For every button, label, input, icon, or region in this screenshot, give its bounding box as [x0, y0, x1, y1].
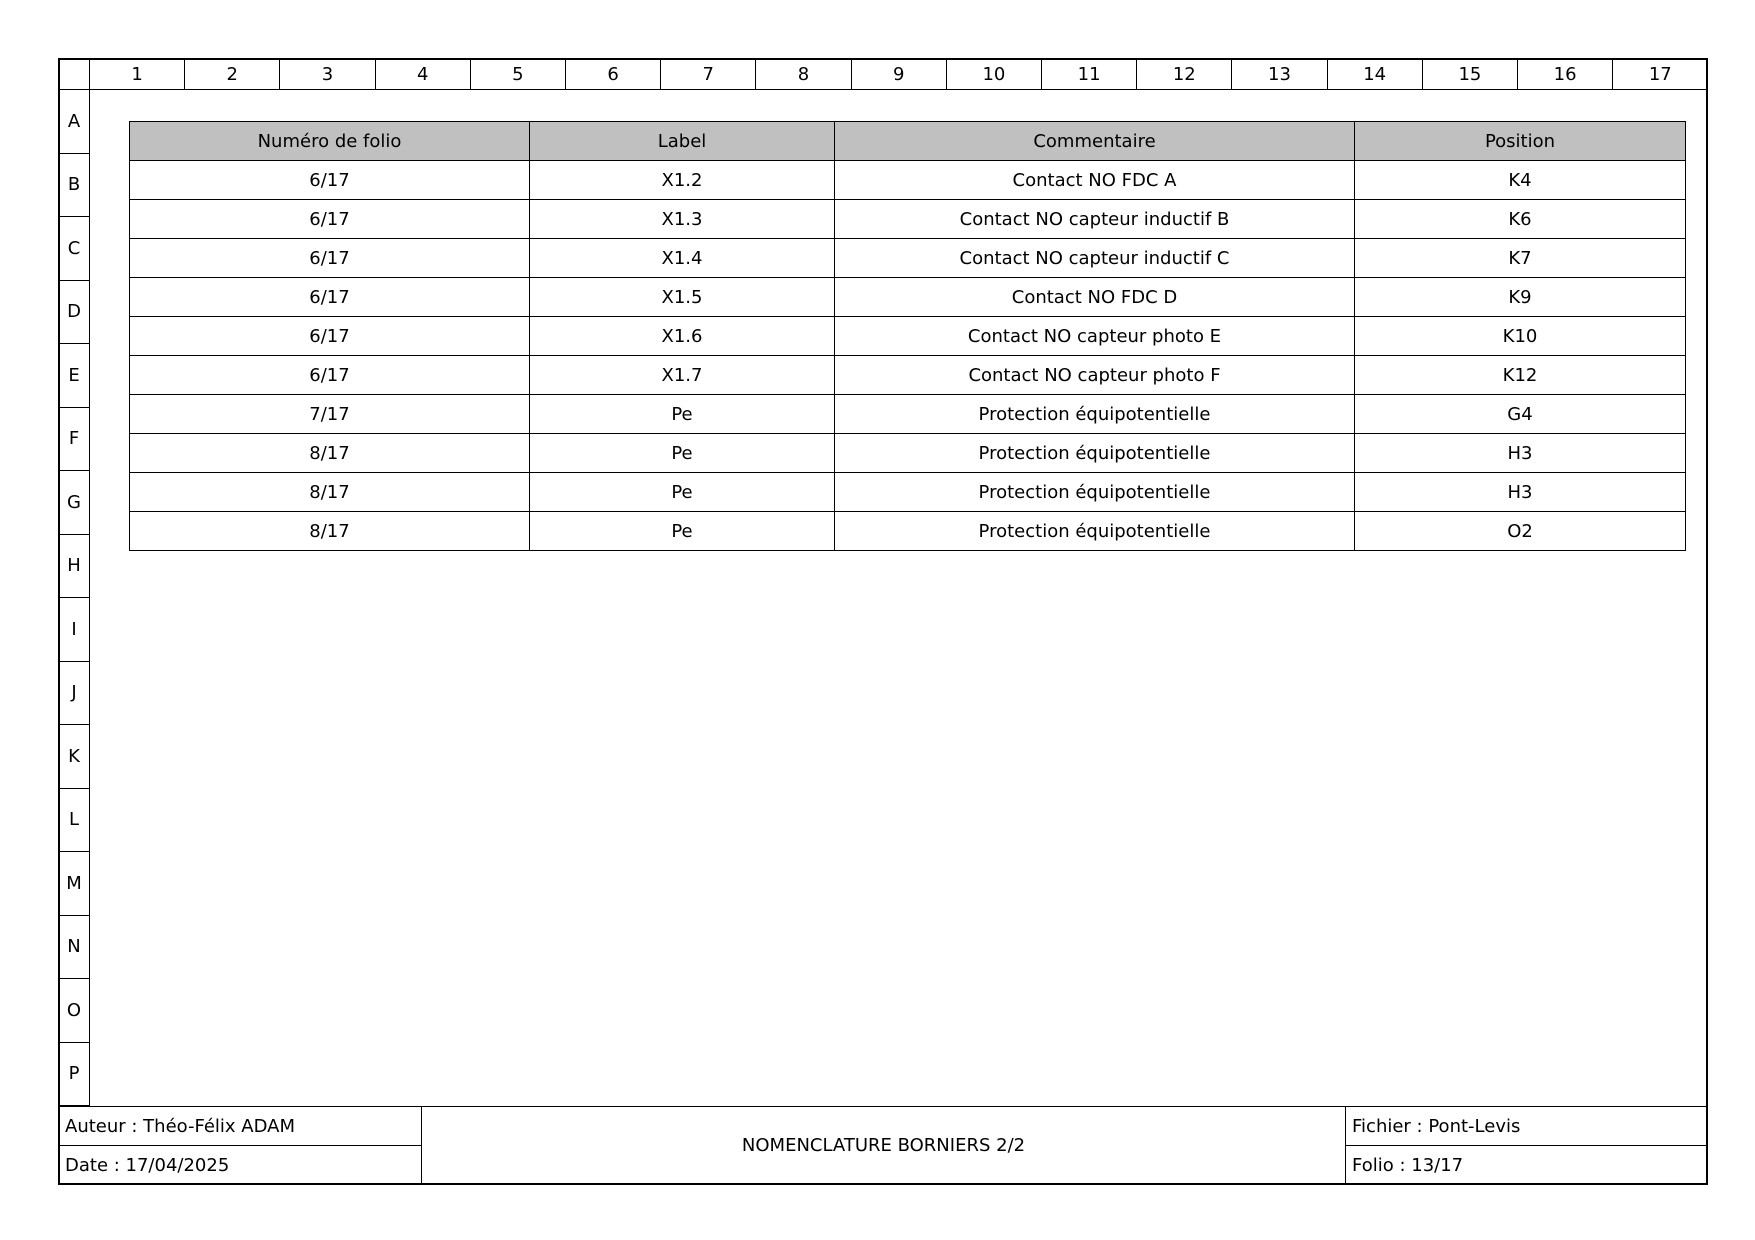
column-marker: 14: [1327, 58, 1423, 90]
ruler-corner: [58, 58, 90, 90]
column-marker: 10: [946, 58, 1042, 90]
column-marker: 9: [851, 58, 947, 90]
cell-label: Pe: [530, 512, 835, 551]
row-marker: A: [58, 89, 90, 154]
column-marker: 6: [565, 58, 661, 90]
column-marker: 11: [1041, 58, 1137, 90]
row-marker: I: [58, 597, 90, 662]
cell-label: X1.5: [530, 278, 835, 317]
row-marker: H: [58, 534, 90, 599]
row-marker: B: [58, 153, 90, 218]
cell-comment: Contact NO capteur inductif B: [835, 200, 1355, 239]
folio-cell: [1345, 1145, 1708, 1185]
column-marker: 4: [375, 58, 471, 90]
column-marker: 8: [755, 58, 851, 90]
column-marker: 5: [470, 58, 566, 90]
row-marker: K: [58, 724, 90, 789]
table-row: [130, 512, 1686, 551]
cell-folio-number: 7/17: [130, 395, 530, 434]
cell-folio-number: 8/17: [130, 512, 530, 551]
column-marker: 1: [89, 58, 185, 90]
table-row: [130, 200, 1686, 239]
cell-comment: Protection équipotentielle: [835, 395, 1355, 434]
cell-folio-number: 6/17: [130, 239, 530, 278]
date-label: Date :: [65, 1154, 126, 1176]
table-row: [130, 473, 1686, 512]
folio-label: Folio :: [1352, 1154, 1412, 1176]
folio-value: 13/17: [1411, 1154, 1464, 1176]
row-marker: C: [58, 216, 90, 281]
cell-position: K4: [1355, 161, 1686, 200]
row-marker: E: [58, 343, 90, 408]
cell-comment: Contact NO capteur photo E: [835, 317, 1355, 356]
cell-folio-number: 6/17: [130, 317, 530, 356]
table-row: [130, 278, 1686, 317]
cell-label: Pe: [530, 395, 835, 434]
nomenclature-table: [129, 121, 1686, 551]
row-marker: F: [58, 407, 90, 472]
cell-position: H3: [1355, 434, 1686, 473]
row-marker: G: [58, 470, 90, 535]
file-label: Fichier :: [1352, 1115, 1429, 1137]
row-marker: D: [58, 280, 90, 345]
cell-position: K9: [1355, 278, 1686, 317]
author-label: Auteur :: [65, 1115, 144, 1137]
column-marker: 13: [1231, 58, 1327, 90]
cell-comment: Contact NO capteur photo F: [835, 356, 1355, 395]
cell-position: G4: [1355, 395, 1686, 434]
cell-folio-number: 8/17: [130, 473, 530, 512]
file-name: Pont-Levis: [1428, 1115, 1521, 1137]
cell-folio-number: 6/17: [130, 161, 530, 200]
cell-label: X1.4: [530, 239, 835, 278]
column-marker: 15: [1422, 58, 1518, 90]
row-marker: L: [58, 788, 90, 853]
date-value: 17/04/2025: [125, 1154, 230, 1176]
cell-position: H3: [1355, 473, 1686, 512]
row-marker: P: [58, 1042, 90, 1107]
cell-position: O2: [1355, 512, 1686, 551]
table-row: [130, 356, 1686, 395]
sheet-title: NOMENCLATURE BORNIERS 2/2: [741, 1135, 1026, 1156]
column-marker: 17: [1612, 58, 1708, 90]
cell-comment: Protection équipotentielle: [835, 512, 1355, 551]
column-marker: 16: [1517, 58, 1613, 90]
table-header-row: [130, 122, 1686, 161]
column-marker: 2: [184, 58, 280, 90]
cell-label: X1.7: [530, 356, 835, 395]
header-label: Label: [530, 122, 835, 161]
cell-position: K12: [1355, 356, 1686, 395]
file-cell: [1345, 1106, 1708, 1146]
row-marker: O: [58, 978, 90, 1043]
table-row: [130, 239, 1686, 278]
cell-folio-number: 6/17: [130, 356, 530, 395]
title-cell: [421, 1106, 1346, 1185]
cell-label: Pe: [530, 473, 835, 512]
header-comment: Commentaire: [835, 122, 1355, 161]
row-marker: J: [58, 661, 90, 726]
date-cell: [58, 1145, 422, 1185]
cell-comment: Contact NO FDC A: [835, 161, 1355, 200]
cell-label: X1.2: [530, 161, 835, 200]
table-row: [130, 161, 1686, 200]
cell-position: K10: [1355, 317, 1686, 356]
column-marker: 12: [1136, 58, 1232, 90]
cell-label: X1.6: [530, 317, 835, 356]
table-row: [130, 317, 1686, 356]
cell-folio-number: 6/17: [130, 278, 530, 317]
cell-comment: Protection équipotentielle: [835, 473, 1355, 512]
header-position: Position: [1355, 122, 1686, 161]
cell-comment: Contact NO capteur inductif C: [835, 239, 1355, 278]
cell-position: K7: [1355, 239, 1686, 278]
row-marker: M: [58, 851, 90, 916]
cell-label: X1.3: [530, 200, 835, 239]
cell-comment: Contact NO FDC D: [835, 278, 1355, 317]
cell-label: Pe: [530, 434, 835, 473]
table-body: [130, 161, 1686, 551]
cell-position: K6: [1355, 200, 1686, 239]
cell-folio-number: 8/17: [130, 434, 530, 473]
column-marker: 3: [279, 58, 375, 90]
header-folio-number: Numéro de folio: [130, 122, 530, 161]
author-cell: [58, 1106, 422, 1146]
cell-comment: Protection équipotentielle: [835, 434, 1355, 473]
cell-folio-number: 6/17: [130, 200, 530, 239]
table-row: [130, 395, 1686, 434]
row-marker: N: [58, 915, 90, 980]
column-marker: 7: [660, 58, 756, 90]
author-name: Théo-Félix ADAM: [143, 1115, 296, 1137]
table-row: [130, 434, 1686, 473]
